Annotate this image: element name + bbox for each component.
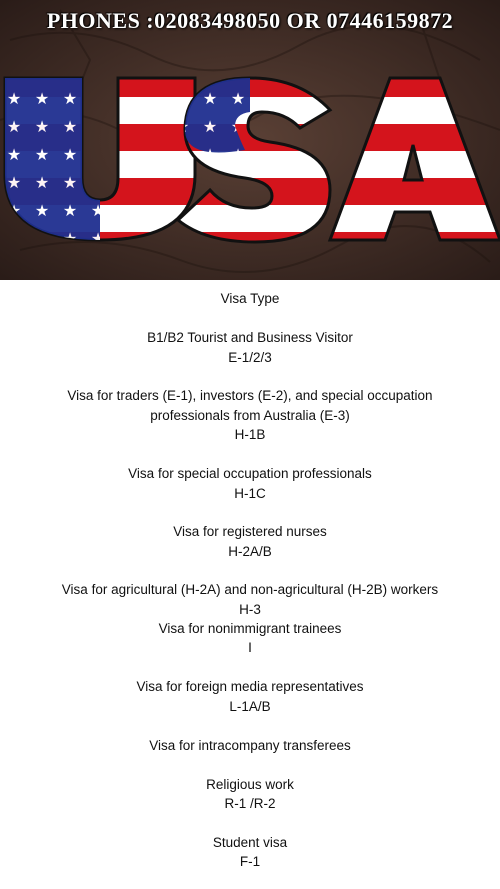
list-item: E-1/2/3 — [228, 350, 272, 365]
list-item: Visa for intracompany transferees — [149, 738, 351, 753]
list-item: Visa for registered nurses — [173, 524, 327, 539]
list-item: L-1A/B — [229, 699, 271, 714]
usa-banner — [0, 0, 500, 280]
list-item: R-1 /R-2 — [224, 796, 276, 811]
list-item: Visa for agricultural (H-2A) and non-agricultural (H-2B) workers — [61, 582, 439, 597]
list-item: Visa for special occupation professionals — [128, 466, 372, 481]
list-item: Student visa — [212, 835, 288, 850]
list-item: Religious work — [206, 777, 294, 792]
list-item: H-1C — [234, 486, 266, 501]
visa-type-list — [0, 280, 500, 889]
list-item: professionals from Australia (E-3) — [150, 408, 350, 423]
list-item: Visa for traders (E-1), investors (E-2), and special occupation — [67, 388, 433, 403]
list-item: Visa for nonimmigrant trainees — [158, 621, 342, 636]
list-item: I — [248, 640, 252, 655]
phone-numbers: PHONES :02083498050 OR 07446159872 — [46, 8, 454, 33]
list-item: H-1B — [234, 427, 266, 442]
list-heading: Visa Type — [220, 291, 280, 306]
list-item: B1/B2 Tourist and Business Visitor — [147, 330, 353, 345]
usa-flag-logo — [0, 0, 500, 280]
list-item: H-3 — [239, 602, 261, 617]
list-item: Visa for foreign media representatives — [136, 679, 364, 694]
list-item: H-2A/B — [228, 544, 272, 559]
list-item: F-1 — [239, 854, 261, 869]
